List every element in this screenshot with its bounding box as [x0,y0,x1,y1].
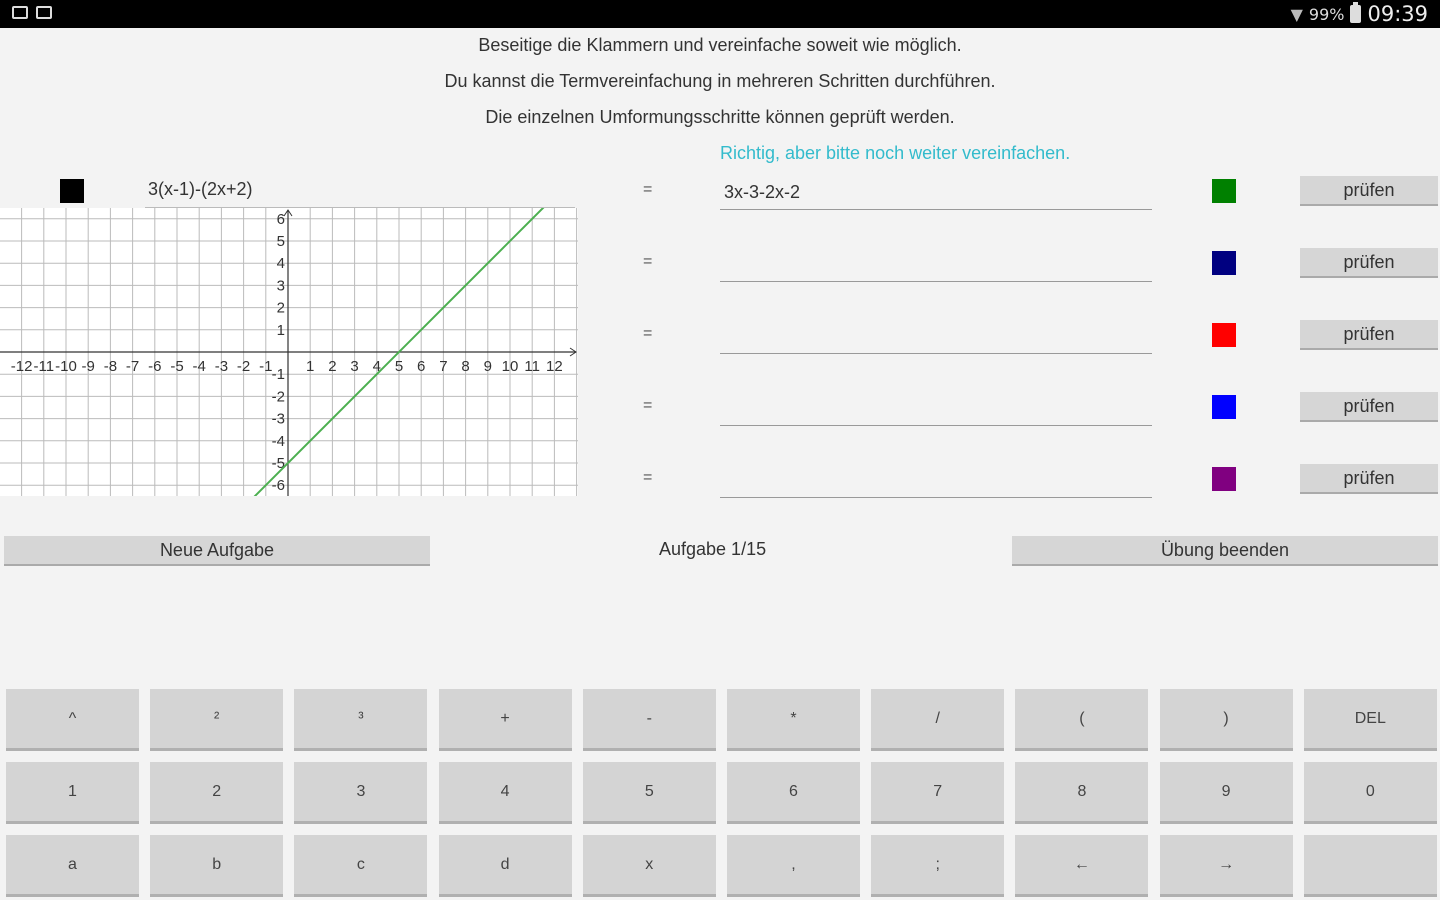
key-d[interactable]: d [439,835,572,897]
key-b[interactable]: b [150,835,283,897]
feedback-message: Richtig, aber bitte noch weiter vereinfachen. [720,143,1071,163]
key-6[interactable]: 6 [727,762,860,824]
x-tick-label: 11 [524,358,540,375]
key-semicolon[interactable]: ; [871,835,1004,897]
key-cursor-left[interactable]: ← [1015,835,1148,897]
x-tick-label: -11 [33,358,55,375]
key-8[interactable]: 8 [1015,762,1148,824]
step-color-swatch-1 [1212,179,1236,203]
y-tick-label: 6 [276,210,285,228]
x-tick-label: 10 [501,358,519,375]
step-input-3[interactable] [720,320,1152,354]
check-button-2[interactable]: prüfen [1300,248,1438,278]
equals-sign: = [643,181,653,198]
y-tick-label: 3 [276,277,285,295]
key-4[interactable]: 4 [439,762,572,824]
y-tick-label: -6 [271,477,285,495]
x-tick-label: -8 [103,358,118,375]
key-2[interactable]: 2 [150,762,283,824]
y-tick-label: -5 [271,455,285,472]
check-button-4[interactable]: prüfen [1300,392,1438,422]
x-tick-label: 5 [394,358,404,375]
key-x[interactable]: x [583,835,716,897]
equals-sign: = [643,469,653,486]
key-cube[interactable]: ³ [294,689,427,751]
x-tick-label: -3 [214,358,229,375]
x-tick-label: -12 [10,358,33,375]
x-tick-label: 6 [417,358,426,375]
status-bar [0,0,1440,28]
key-open-paren[interactable]: ( [1015,689,1148,751]
key-blank[interactable] [1304,835,1437,897]
key-delete[interactable]: DEL [1304,689,1437,751]
step-input-5[interactable] [720,464,1152,498]
x-tick-label: -4 [192,358,206,375]
battery-percent: 99% [1308,4,1345,24]
clock: 09:39 [1367,2,1428,26]
step-input-1[interactable] [720,176,1152,210]
instruction-line-2: Du kannst die Termvereinfachung in mehreren Schritten durchführen. [444,71,996,91]
x-tick-label: 7 [439,358,448,375]
x-tick-label: 4 [372,358,381,375]
equals-sign: = [643,397,653,414]
x-tick-label: -5 [170,358,184,375]
key-cursor-right[interactable]: → [1160,835,1293,897]
key-comma[interactable]: , [727,835,860,897]
equals-sign: = [643,325,653,342]
equals-sign: = [643,253,653,270]
key-multiply[interactable]: * [727,689,860,751]
term-color-swatch [60,179,84,203]
key-5[interactable]: 5 [583,762,716,824]
key-9[interactable]: 9 [1160,762,1293,824]
x-tick-label: 3 [350,358,359,375]
step-color-swatch-3 [1212,323,1236,347]
gallery-icon [36,6,52,19]
x-tick-label: 12 [546,358,563,375]
x-tick-label: 1 [306,358,315,375]
key-1[interactable]: 1 [6,762,139,824]
key-7[interactable]: 7 [871,762,1004,824]
wifi-icon: ▼ [1290,4,1303,24]
y-tick-label: 4 [276,255,285,273]
step-color-swatch-5 [1212,467,1236,491]
check-button-5[interactable]: prüfen [1300,464,1438,494]
task-counter: Aufgabe 1/15 [659,539,767,559]
x-tick-label: -2 [236,358,251,375]
instruction-line-1: Beseitige die Klammern und vereinfache soweit wie möglich. [478,35,962,55]
function-graph [0,208,578,496]
step-color-swatch-4 [1212,395,1236,419]
key-3[interactable]: 3 [294,762,427,824]
x-tick-label: -6 [148,358,162,375]
instruction-line-3: Die einzelnen Umformungsschritte können geprüft werden. [485,107,955,127]
x-tick-label: 9 [483,358,492,375]
y-tick-label: 2 [276,299,285,317]
key-divide[interactable]: / [871,689,1004,751]
y-tick-label: 1 [276,321,285,339]
y-tick-label: -3 [271,410,285,428]
check-button-3[interactable]: prüfen [1300,320,1438,350]
key-minus[interactable]: - [583,689,716,751]
key-0[interactable]: 0 [1304,762,1437,824]
battery-icon [1350,5,1361,23]
key-power[interactable]: ^ [6,689,139,751]
x-tick-label: -1 [259,358,273,375]
y-tick-label: -1 [271,366,285,384]
end-exercise-button[interactable]: Übung beenden [1012,536,1438,566]
notification-icons [12,6,52,19]
y-tick-label: 5 [276,233,285,250]
key-plus[interactable]: + [439,689,572,751]
step-color-swatch-2 [1212,251,1236,275]
x-tick-label: -10 [55,358,77,375]
key-a[interactable]: a [6,835,139,897]
key-c[interactable]: c [294,835,427,897]
y-tick-label: -4 [271,432,285,450]
x-tick-label: -9 [81,358,95,375]
y-tick-label: -2 [271,388,285,406]
x-tick-label: 8 [461,358,470,375]
step-input-4[interactable] [720,392,1152,426]
original-term: 3(x-1)-(2x+2) [148,179,253,199]
x-tick-label: -7 [125,358,140,375]
step-input-2[interactable] [720,248,1152,282]
key-close-paren[interactable]: ) [1160,689,1293,751]
check-button-1[interactable]: prüfen [1300,176,1438,206]
new-task-button[interactable]: Neue Aufgabe [4,536,430,566]
key-square[interactable]: ² [150,689,283,751]
screenshot-icon [12,6,28,19]
x-tick-label: 2 [328,358,337,375]
